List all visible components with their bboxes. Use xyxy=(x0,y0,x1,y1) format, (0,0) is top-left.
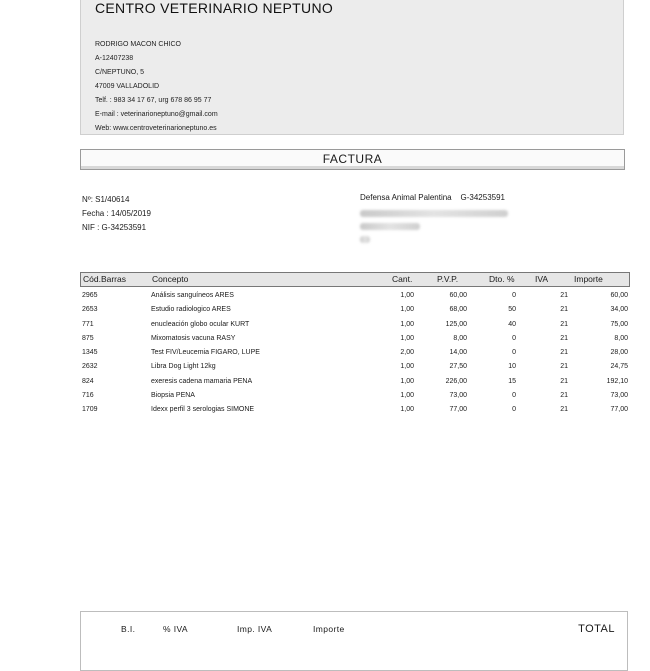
header-amount: Importe xyxy=(574,274,603,284)
table-row xyxy=(80,360,630,374)
cell-pvp: 60,00 xyxy=(449,292,467,299)
cell-concept: Biopsia PENA xyxy=(151,392,195,400)
cell-concept: Estudio radiologico ARES xyxy=(151,306,231,314)
cell-amount: 73,00 xyxy=(610,392,628,400)
cell-amount: 192,10 xyxy=(606,377,628,385)
cell-concept: enucleación globo ocular KURT xyxy=(151,320,250,328)
cell-code: 2965 xyxy=(82,292,98,299)
cell-amount: 60,00 xyxy=(610,292,628,299)
cell-iva: 21 xyxy=(560,363,568,371)
cell-qty: 1,00 xyxy=(400,392,414,400)
cell-pvp: 14,00 xyxy=(449,349,467,357)
totals-iva-pct-label: % IVA xyxy=(163,624,188,634)
clinic-name: CENTRO VETERINARIO NEPTUNO xyxy=(95,0,334,16)
cell-discount: 10 xyxy=(508,363,516,371)
clinic-street: C/NEPTUNO, 5 xyxy=(95,69,145,76)
redacted-address-line xyxy=(360,236,370,243)
cell-code: 2653 xyxy=(82,306,98,314)
cell-iva: 21 xyxy=(560,334,568,342)
cell-concept: Análisis sanguíneos ARES xyxy=(151,292,234,299)
cell-iva: 21 xyxy=(560,292,568,299)
clinic-phone: Telf. : 983 34 17 67, urg 678 86 95 77 xyxy=(95,97,212,104)
header-concept: Concepto xyxy=(152,274,189,284)
cell-code: 875 xyxy=(82,334,94,342)
header-pvp: P.V.P. xyxy=(437,274,459,284)
cell-concept: Mixomatosis vacuna RASY xyxy=(151,334,236,342)
table-row xyxy=(80,346,630,360)
customer-name: Defensa Animal Palentina xyxy=(360,193,452,202)
items-table-header xyxy=(80,272,630,287)
cell-concept: exeresis cadena mamaria PENA xyxy=(151,377,253,385)
cell-pvp: 27,50 xyxy=(449,363,467,371)
customer-block xyxy=(360,192,508,243)
invoice-number: Nº: S1/40614 xyxy=(82,195,130,204)
customer-nif: G-34253591 xyxy=(460,193,505,202)
cell-code: 716 xyxy=(82,392,94,400)
cell-concept: Test FIV/Leucemia FIGARO, LUPE xyxy=(151,349,260,357)
totals-total-label: TOTAL xyxy=(578,623,615,635)
invoice-nif: NIF : G-34253591 xyxy=(82,223,147,232)
header-code: Cód.Barras xyxy=(83,274,126,284)
clinic-city: 47009 VALLADOLID xyxy=(95,83,160,90)
cell-discount: 15 xyxy=(508,377,516,385)
cell-qty: 1,00 xyxy=(400,363,414,371)
table-row xyxy=(80,389,630,403)
cell-pvp: 226,00 xyxy=(445,377,467,385)
cell-code: 824 xyxy=(82,377,94,385)
cell-amount: 28,00 xyxy=(610,349,628,357)
cell-code: 1345 xyxy=(82,349,98,357)
cell-code: 771 xyxy=(82,320,94,328)
cell-amount: 34,00 xyxy=(610,306,628,314)
clinic-owner: RODRIGO MACON CHICO xyxy=(95,41,181,48)
table-row xyxy=(80,303,630,317)
header-discount: Dto. % xyxy=(489,274,515,284)
redacted-address-line xyxy=(360,223,420,230)
table-row xyxy=(80,332,630,346)
cell-discount: 50 xyxy=(508,306,516,314)
clinic-email: E-mail : veterinarioneptuno@gmail.com xyxy=(95,111,218,118)
cell-amount: 75,00 xyxy=(610,320,628,328)
table-row xyxy=(80,375,630,389)
totals-box xyxy=(80,611,628,671)
cell-code: 1709 xyxy=(82,406,98,414)
cell-discount: 0 xyxy=(512,392,516,400)
cell-pvp: 73,00 xyxy=(449,392,467,400)
cell-qty: 1,00 xyxy=(400,292,414,299)
cell-pvp: 68,00 xyxy=(449,306,467,314)
invoice-date: Fecha : 14/05/2019 xyxy=(82,209,151,218)
cell-amount: 77,00 xyxy=(610,406,628,414)
cell-iva: 21 xyxy=(560,392,568,400)
clinic-web: Web: www.centroveterinarioneptuno.es xyxy=(95,125,217,132)
cell-iva: 21 xyxy=(560,349,568,357)
cell-discount: 0 xyxy=(512,334,516,342)
cell-amount: 24,75 xyxy=(610,363,628,371)
totals-imp-iva-label: Imp. IVA xyxy=(237,624,273,634)
clinic-contact-details xyxy=(95,38,218,136)
redacted-address-line xyxy=(360,210,508,217)
customer-name-line xyxy=(360,192,508,204)
cell-iva: 21 xyxy=(560,306,568,314)
table-row xyxy=(80,318,630,332)
cell-pvp: 77,00 xyxy=(449,406,467,414)
cell-qty: 1,00 xyxy=(400,306,414,314)
cell-discount: 0 xyxy=(512,292,516,299)
cell-qty: 1,00 xyxy=(400,406,414,414)
cell-iva: 21 xyxy=(560,406,568,414)
cell-discount: 40 xyxy=(508,320,516,328)
table-row xyxy=(80,403,630,417)
cell-iva: 21 xyxy=(560,320,568,328)
cell-qty: 2,00 xyxy=(400,349,414,357)
invoice-meta xyxy=(82,193,151,235)
clinic-cif: A-12407238 xyxy=(95,55,134,62)
cell-concept: Libra Dog Light 12kg xyxy=(151,363,216,371)
cell-qty: 1,00 xyxy=(400,377,414,385)
table-row xyxy=(80,289,630,303)
cell-amount: 8,00 xyxy=(614,334,628,342)
cell-qty: 1,00 xyxy=(400,320,414,328)
totals-importe-label: Importe xyxy=(313,624,345,634)
cell-concept: Idexx perfil 3 serologias SIMONE xyxy=(151,406,255,414)
cell-code: 2632 xyxy=(82,363,98,371)
cell-pvp: 125,00 xyxy=(445,320,467,328)
totals-bi-label: B.I. xyxy=(121,624,136,634)
document-title: FACTURA xyxy=(80,149,625,170)
cell-pvp: 8,00 xyxy=(453,334,467,342)
cell-discount: 0 xyxy=(512,406,516,414)
items-table-body xyxy=(80,289,630,418)
header-qty: Cant. xyxy=(392,274,413,284)
cell-discount: 0 xyxy=(512,349,516,357)
cell-iva: 21 xyxy=(560,377,568,385)
cell-qty: 1,00 xyxy=(400,334,414,342)
header-iva: IVA xyxy=(535,274,549,284)
